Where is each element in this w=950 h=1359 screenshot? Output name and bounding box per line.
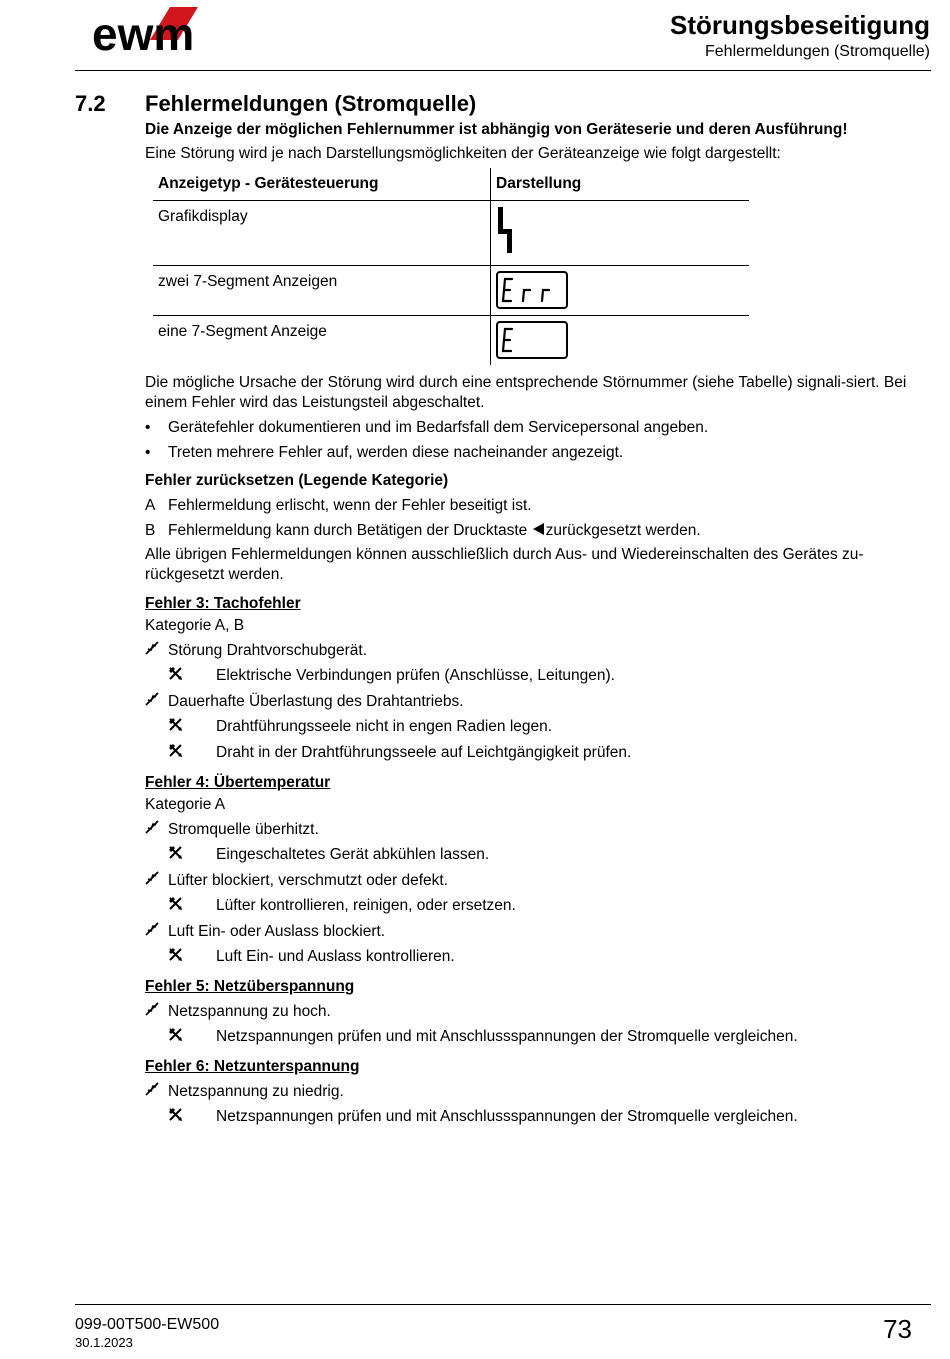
section-title: Fehlermeldungen (Stromquelle) <box>145 91 477 116</box>
left-arrow-key-icon <box>532 522 546 536</box>
cause-item <box>145 1002 925 1022</box>
table-cell-label: eine 7-Segment Anzeige <box>158 323 327 340</box>
cause-item <box>145 692 925 712</box>
cause-icon <box>145 1002 168 1022</box>
cause-text: Netzspannung zu niedrig. <box>168 1083 344 1100</box>
footer-rule <box>75 1304 931 1305</box>
bullet-text: Gerätefehler dokumentieren und im Bedarfsfall dem Servicepersonal angeben. <box>168 419 709 436</box>
cause-icon <box>145 871 168 891</box>
list-item <box>145 443 925 463</box>
header-rule <box>75 70 931 71</box>
table-cell-label: zwei 7-Segment Anzeigen <box>153 266 491 316</box>
legend-text: zurückgesetzt werden. <box>545 522 701 539</box>
error-category: Kategorie A, B <box>145 617 245 634</box>
remedy-item <box>145 947 925 968</box>
error-heading: Fehler 4: Übertemperatur <box>145 774 331 791</box>
tool-icon <box>168 717 216 738</box>
bullet-icon: • <box>145 444 151 461</box>
cause-text: Luft Ein- oder Auslass blockiert. <box>168 923 386 940</box>
table-col-type: Anzeigetyp - Gerätesteuerung <box>153 168 491 201</box>
cause-icon <box>145 641 168 661</box>
cause-item <box>145 871 925 891</box>
section-number: 7.2 <box>75 91 106 116</box>
legend-item <box>145 496 925 516</box>
cause-item <box>145 641 925 661</box>
bullet-text: Treten mehrere Fehler auf, werden diese nacheinander angezeigt. <box>168 444 624 461</box>
cause-text: Stromquelle überhitzt. <box>168 821 319 838</box>
reset-heading: Fehler zurücksetzen (Legende Kategorie) <box>145 472 449 489</box>
document-id: 099-00T500-EW500 <box>75 1316 220 1333</box>
remedy-text: Drahtführungsseele nicht in engen Radien legen. <box>216 718 553 735</box>
table-header-row <box>153 168 749 201</box>
logo-wordmark: ewm <box>92 8 195 60</box>
remedy-text: Netzspannungen prüfen und mit Anschlussspannungen der Stromquelle vergleichen. <box>216 1108 798 1125</box>
cause-item <box>145 922 925 942</box>
tool-icon <box>168 1107 216 1128</box>
seven-segment-err-icon <box>496 271 568 309</box>
error-category: Kategorie A <box>145 796 226 813</box>
tool-icon <box>168 845 216 866</box>
tool-icon <box>168 743 216 764</box>
table-col-display: Darstellung <box>491 168 750 201</box>
remedy-text: Elektrische Verbindungen prüfen (Anschlüsse, Leitungen). <box>216 667 615 684</box>
legend-item <box>145 521 925 541</box>
page-content <box>145 120 925 1128</box>
remedy-text: Eingeschaltetes Gerät abkühlen lassen. <box>216 846 490 863</box>
remedy-item <box>145 896 925 917</box>
legend-key: B <box>145 522 156 539</box>
cause-icon <box>145 820 168 840</box>
list-item <box>145 418 925 438</box>
table-cell-label: Grafikdisplay <box>153 201 491 266</box>
error-list <box>145 594 925 1128</box>
header-title: Störungsbeseitigung <box>670 10 930 40</box>
intro-text: Eine Störung wird je nach Darstellungsmöglichkeiten der Geräteanzeige wie folgt dargestellt: <box>145 145 781 162</box>
header-subtitle: Fehlermeldungen (Stromquelle) <box>705 43 930 60</box>
tool-icon <box>168 947 216 968</box>
legend-text: Fehlermeldung kann durch Betätigen der Drucktaste <box>168 522 528 539</box>
remedy-text: Draht in der Drahtführungsseele auf Leichtgängigkeit prüfen. <box>216 744 632 761</box>
remedy-item <box>145 845 925 866</box>
table-row <box>153 266 749 316</box>
table-cell-display <box>491 201 750 266</box>
cause-icon <box>145 1082 168 1102</box>
cause-text: Netzspannung zu hoch. <box>168 1003 331 1020</box>
display-type-table <box>153 168 749 365</box>
remedy-text: Luft Ein- und Auslass kontrollieren. <box>216 948 455 965</box>
document-date: 30.1.2023 <box>75 1335 133 1350</box>
error-heading: Fehler 3: Tachofehler <box>145 595 301 612</box>
legend-key: A <box>145 497 156 514</box>
series-note: Die Anzeige der möglichen Fehlernummer ist abhängig von Geräteserie und deren Ausführung! <box>145 121 848 138</box>
table-cell-display <box>491 316 750 366</box>
cause-text: Dauerhafte Überlastung des Drahtantriebs. <box>168 693 464 710</box>
cause-item <box>145 820 925 840</box>
remedy-item <box>145 666 925 687</box>
cause-item <box>145 1082 925 1102</box>
cause-icon <box>145 692 168 712</box>
cause-icon <box>145 922 168 942</box>
tool-icon <box>168 896 216 917</box>
table-row <box>153 201 749 266</box>
page-number: 73 <box>883 1314 912 1344</box>
reset-note: Alle übrigen Fehlermeldungen können ausschließlich durch Aus- und Wiedereinschalten des Gerätes zu-rückgesetzt werden. <box>145 546 864 583</box>
seven-segment-e-icon <box>496 321 568 359</box>
error-heading: Fehler 5: Netzüberspannung <box>145 978 355 995</box>
tool-icon <box>168 1027 216 1048</box>
cause-text: Lüfter blockiert, verschmutzt oder defekt. <box>168 872 448 889</box>
remedy-item <box>145 743 925 764</box>
cause-paragraph: Die mögliche Ursache der Störung wird durch eine entsprechende Störnummer (siehe Tabelle) signali-siert. Bei einem Fehler wird das Leistungsteil abgeschaltet. <box>145 374 907 411</box>
remedy-text: Netzspannungen prüfen und mit Anschlussspannungen der Stromquelle vergleichen. <box>216 1028 798 1045</box>
table-row <box>153 316 749 366</box>
cause-text: Störung Drahtvorschubgerät. <box>168 642 368 659</box>
remedy-text: Lüfter kontrollieren, reinigen, oder ersetzen. <box>216 897 516 914</box>
bullet-icon: • <box>145 419 151 436</box>
error-heading: Fehler 6: Netzunterspannung <box>145 1058 360 1075</box>
remedy-item <box>145 1107 925 1128</box>
legend-text: Fehlermeldung erlischt, wenn der Fehler beseitigt ist. <box>168 497 532 514</box>
remedy-item <box>145 1027 925 1048</box>
remedy-item <box>145 717 925 738</box>
lightning-icon <box>496 207 516 253</box>
ewm-logo <box>92 4 222 64</box>
tool-icon <box>168 666 216 687</box>
table-cell-display <box>491 266 750 316</box>
